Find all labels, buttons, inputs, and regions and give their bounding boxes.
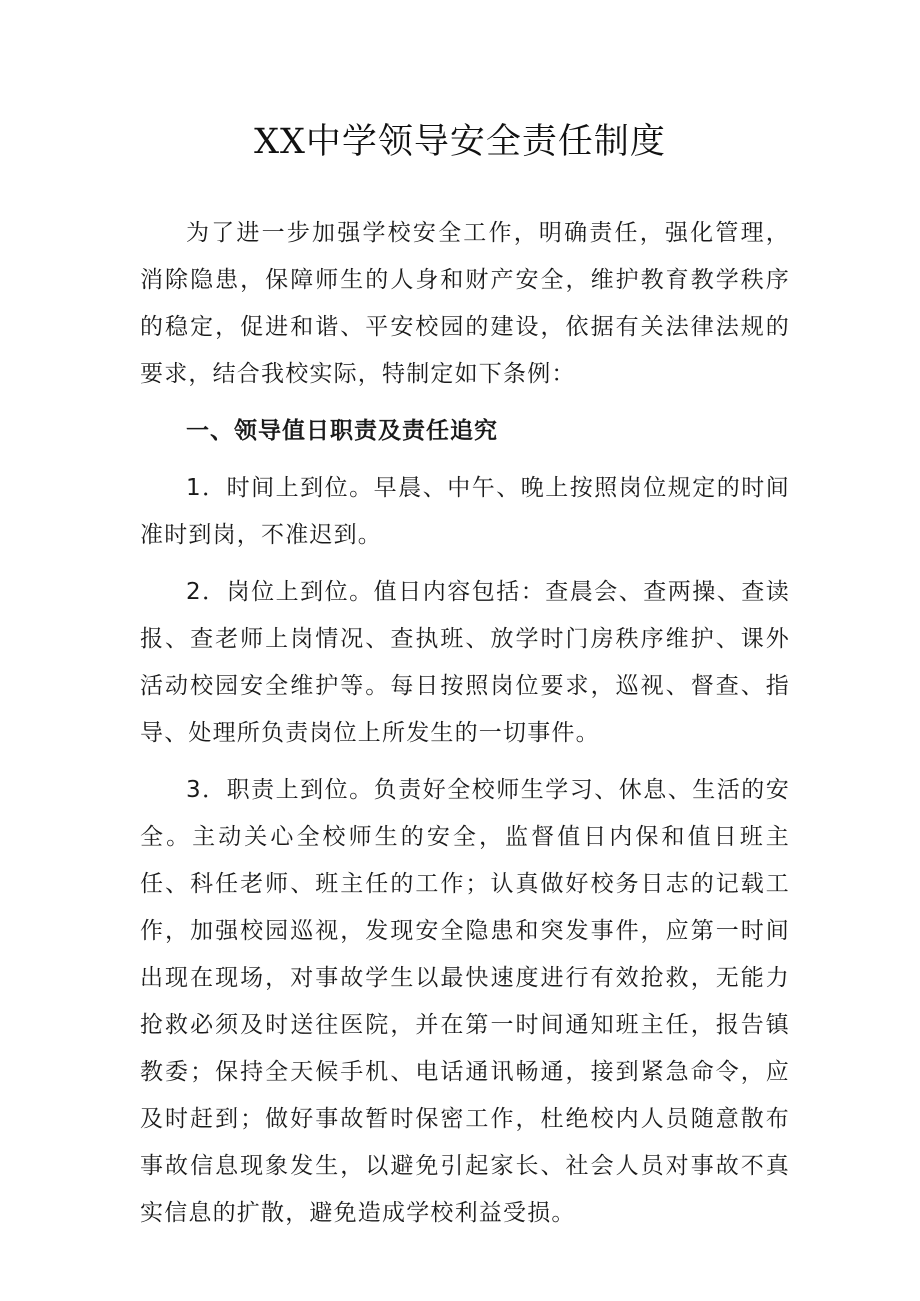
- list-item: 2．岗位上到位。值日内容包括：查晨会、查两操、查读报、查老师上岗情况、查执班、放学时门房秩序维护、课外活动校园安全维护等。每日按照岗位要求，巡视、督查、指导、处理所负责岗位上所发生的一切事件。: [140, 579, 790, 746]
- list-item: 3．职责上到位。负责好全校师生学习、休息、生活的安全。主动关心全校师生的安全，监督值日内保和值日班主任、科任老师、班主任的工作；认真做好校务日志的记载工作，加强校园巡视，发现安全隐患和突发事件，应第一时间出现在现场，对事故学生以最快速度进行有效抢救，无能力抢救必须及时送往医院，并在第一时间通知班主任，报告镇教委；保持全天候手机、电话通讯畅通，接到紧急命令，应及时赶到；做好事故暂时保密工作，杜绝校内人员随意散布事故信息现象发生，以避免引起家长、社会人员对事故不真实信息的扩散，避免造成学校利益受损。: [140, 777, 790, 1226]
- intro-paragraph: 为了进一步加强学校安全工作，明确责任，强化管理，消除隐患，保障师生的人身和财产安全，维护教育教学秩序的稳定，促进和谐、平安校园的建设，依据有关法律法规的要求，结合我校实际，特制定如下条例：: [140, 220, 790, 387]
- document-title: XX中学领导安全责任制度: [254, 122, 666, 162]
- document-body: [140, 210, 790, 1247]
- section-heading: 一、领导值日职责及责任追究: [186, 418, 498, 444]
- list-item: 1．时间上到位。早晨、中午、晚上按照岗位规定的时间准时到岗，不准迟到。: [140, 475, 790, 548]
